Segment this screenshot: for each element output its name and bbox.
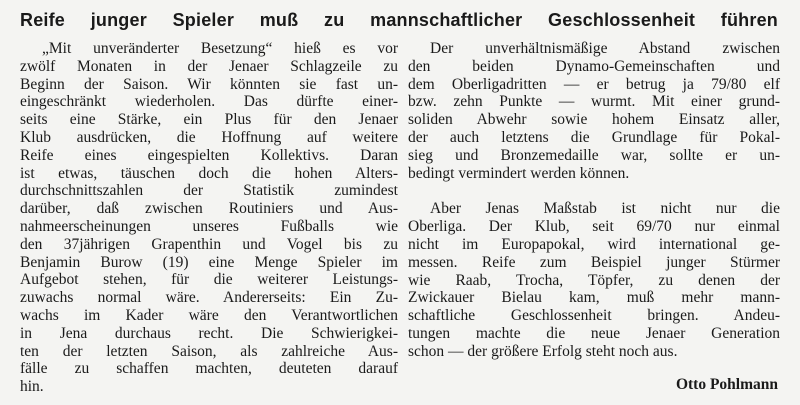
text-line: den beiden Dynamo-Gemeinschaften und [408, 57, 780, 75]
text-line: dem Oberligadritten — er betrug ja 79/80 elf [408, 75, 780, 93]
text-line: Reife eines eingespielten Kollektivs. Daran [20, 146, 398, 164]
text-line: hin. [20, 378, 44, 396]
text-line: durchschnittszahlen der Statistik zumindest [20, 182, 398, 200]
text-line: der auch letztens die Grundlage für Pokal- [408, 128, 780, 146]
author-signature: Otto Pohlmann [675, 376, 778, 393]
text-line: zuwachs normal wäre. Andererseits: Ein Zu- [20, 289, 398, 307]
text-line: sieg und Bronzemedaille war, sollte er un- [408, 146, 780, 164]
text-line: Oberliga. Der Klub, seit 69/70 nur einmal [408, 218, 780, 236]
text-line: in Jena durchaus recht. Die Schwierigkei- [20, 324, 398, 342]
text-line: wie Raab, Trocha, Töpfer, zu denen der [408, 271, 780, 289]
paragraph [408, 200, 780, 360]
text-line: zwölf Monaten in der Jenaer Schlagzeile zu [20, 57, 398, 75]
text-line: schon — der größere Erfolg steht noch aus. [408, 342, 678, 360]
article-column-right [408, 40, 780, 361]
text-line: bzw. zehn Punkte — wurmt. Mit einer grund- [408, 93, 780, 111]
text-line: wachs im Kader wäre den Verantwortlichen [20, 306, 398, 324]
text-line: soliden Abwehr sowie hohem Einsatz aller, [408, 111, 780, 129]
text-line: Aber Jenas Maßstab ist nicht nur die [430, 200, 780, 218]
text-line: Klub ausdrücken, die Hoffnung auf weitere [20, 128, 398, 146]
text-line: ten der letzten Saison, als zahlreiche Aus- [20, 342, 398, 360]
text-line: Beginn der Saison. Wir könnten sie fast un- [20, 75, 398, 93]
text-line: ist etwas, täuschen doch die hohen Alters- [20, 164, 398, 182]
text-line: Benjamin Burow (19) eine Menge Spieler im [20, 253, 398, 271]
text-line: darüber, daß zwischen Routiniers und Aus- [20, 200, 398, 218]
text-line: nicht im Europapokal, wird international ge- [408, 235, 780, 253]
text-line: bedingt vermindert werden können. [408, 164, 630, 182]
text-line: seits eine Stärke, ein Plus für den Jenaer [20, 111, 398, 129]
text-line: schaftliche Geschlossenheit bringen. Andeu- [408, 307, 780, 325]
text-line: fälle zu schaffen machten, deuteten darauf [20, 360, 398, 378]
text-line: Zwickauer Bielau kam, muß mehr mann- [408, 289, 780, 307]
text-line: tungen machte die neue Jenaer Generation [408, 324, 780, 342]
text-line: Der unverhältnismäßige Abstand zwischen [430, 40, 780, 57]
article-column-left [20, 40, 398, 396]
text-line: messen. Reife zum Beispiel junger Stürmer [408, 253, 780, 271]
text-line: eingeschränkt wiederholen. Das dürfte einer- [20, 93, 398, 111]
text-line: nahmeerscheinungen unseres Fußballs wie [20, 217, 398, 235]
text-line: „Mit unveränderter Besetzung“ hieß es vor [42, 40, 398, 57]
text-line: Aufgebot stehen, für die weiterer Leistungs- [20, 271, 398, 289]
paragraph [408, 40, 780, 182]
text-line: den 37jährigen Grapenthin und Vogel bis zu [20, 235, 398, 253]
paragraph [20, 40, 398, 396]
article-headline: Reife junger Spieler muß zu mannschaftlicher Geschlossenheit führen [20, 10, 778, 30]
